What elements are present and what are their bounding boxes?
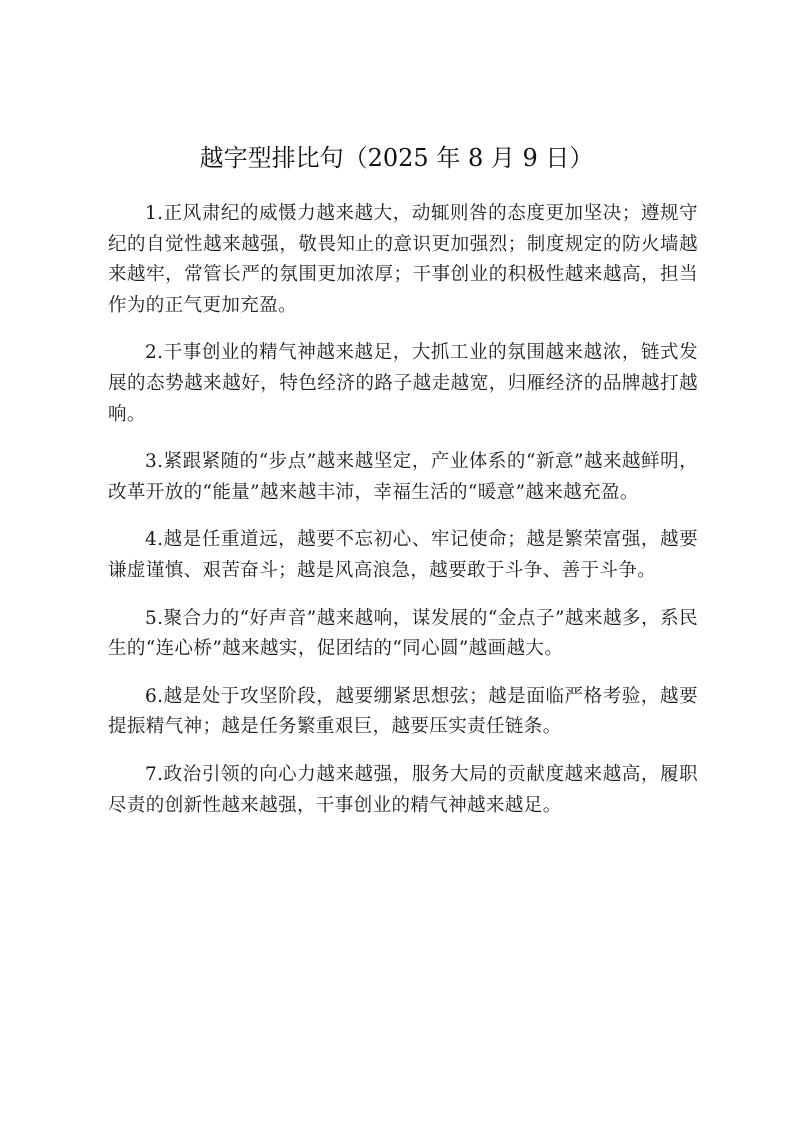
paragraph-2: 2.干事创业的精气神越来越足，大抓工业的氛围越来越浓，链式发展的态势越来越好，特色经济的路子越走越宽，归雁经济的品牌越打越响。	[108, 342, 698, 425]
paragraph-4: 4.越是任重道远，越要不忘初心、牢记使命；越是繁荣富强，越要谦虚谨慎、艰苦奋斗；越是风高浪急，越要敢于斗争、善于斗争。	[108, 529, 698, 581]
document-body	[108, 199, 698, 838]
paragraph-1: 1.正风肃纪的威慑力越来越大，动辄则咎的态度更加坚决；遵规守纪的自觉性越来越强，敬畏知止的意识更加强烈；制度规定的防火墙越来越牢，常管长严的氛围更加浓厚；干事创业的积极性越来越高，担当作为的正气更加充盈。	[108, 203, 698, 316]
paragraph-3: 3.紧跟紧随的“步点”越来越坚定，产业体系的“新意”越来越鲜明，改革开放的“能量”越来越丰沛，幸福生活的“暖意”越来越充盈。	[108, 451, 698, 503]
paragraph-5: 5.聚合力的“好声音”越来越响，谋发展的“金点子”越来越多，系民生的“连心桥”越来越实，促团结的“同心圆”越画越大。	[108, 607, 698, 660]
paragraph-6: 6.越是处于攻坚阶段，越要绷紧思想弦；越是面临严格考验，越要提振精气神；越是任务繁重艰巨，越要压实责任链条。	[108, 685, 698, 738]
document-title: 越字型排比句（2025 年 8 月 9 日）	[199, 144, 594, 172]
paragraph-7: 7.政治引领的向心力越来越强，服务大局的贡献度越来越高，履职尽责的创新性越来越强，干事创业的精气神越来越足。	[108, 763, 698, 816]
